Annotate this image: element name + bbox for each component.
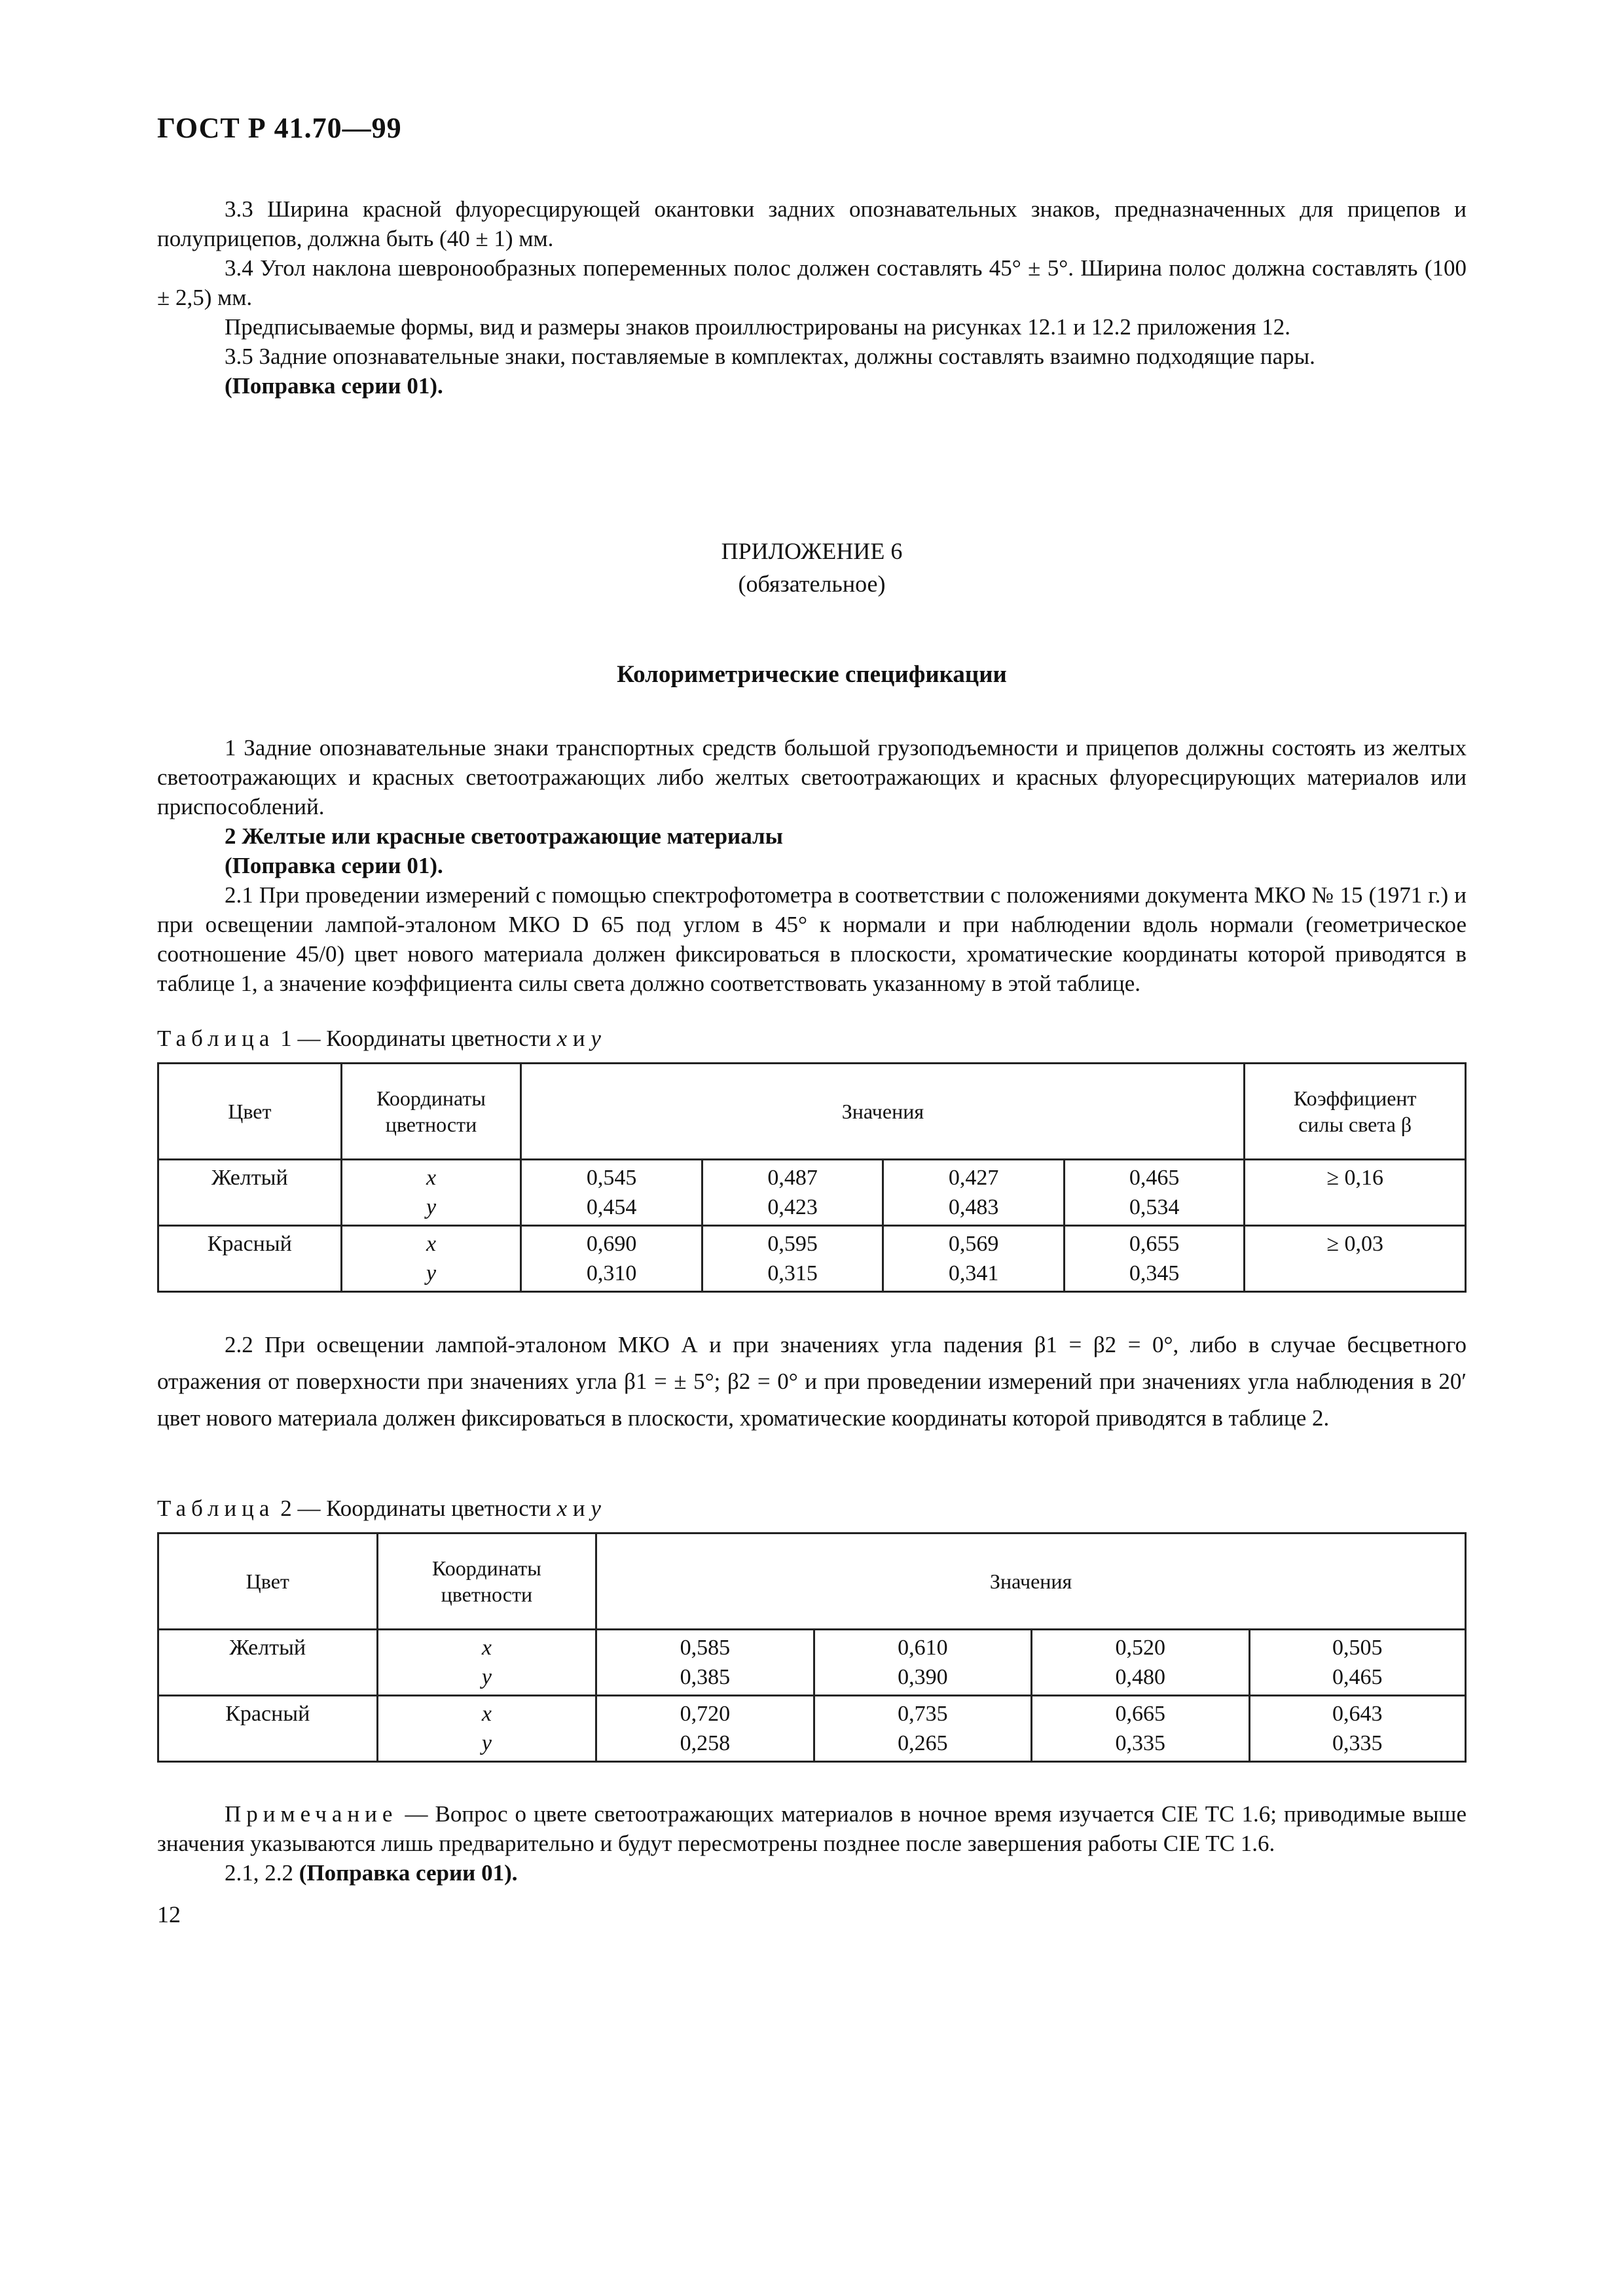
appendix-title: ПРИЛОЖЕНИЕ 6 xyxy=(721,538,903,564)
paragraph-3-4: 3.4 Угол наклона шевронообразных попеременных полос должен составлять 45° ± 5°. Ширина полос должна составлять (100 ± 2,5) мм. xyxy=(157,255,1467,310)
table1-caption: Таблица 1 — Координаты цветности x и y xyxy=(157,1026,601,1051)
paragraph-2-heading: 2 Желтые или красные светоотражающие материалы xyxy=(225,823,783,849)
paragraph-3-5: 3.5 Задние опознавательные знаки, поставляемые в комплектах, должны составлять взаимно подходящие пары. xyxy=(225,344,1315,369)
paragraph-forms: Предписываемые формы, вид и размеры знаков проиллюстрированы на рисунках 12.1 и 12.2 приложения 12. xyxy=(225,314,1291,340)
page-number: 12 xyxy=(157,1901,181,1928)
paragraph-2-2: 2.2 При освещении лампой-эталоном МКО А и при значениях угла падения β1 = β2 = 0°, либо в случае бесцветного отражения от поверхности при значениях угла β1 = ± 5°; β2 = 0° и при проведении измерений при значениях угла наблюдения в 20′ цвет нового материала должен фиксироваться в плоскости, хроматические координаты которой приводятся в таблице 2. xyxy=(157,1332,1467,1431)
paragraph-2-amendment: (Поправка серии 01). xyxy=(225,853,443,878)
paragraph-3-3: 3.3 Ширина красной флуоресцирующей окантовки задних опознавательных знаков, предназначенных для прицепов и полуприцепов, должна быть (40 ± 1) мм. xyxy=(157,196,1467,251)
document-header: ГОСТ Р 41.70—99 xyxy=(157,112,402,144)
table2-header-values: Значения xyxy=(596,1534,1466,1630)
table-row: Желтый x y 0,545 0,454 0,487 0,423 0,427 0,483 0,465 0,534 ≥ 0,16 xyxy=(158,1160,1466,1226)
section-title: Колориметрические спецификации xyxy=(617,661,1007,688)
table-row: Желтый x y 0,585 0,385 0,610 0,390 0,520 0,480 0,505 0,465 xyxy=(158,1630,1466,1696)
table1-header-coefficient: Коэффициент силы света β xyxy=(1245,1064,1466,1160)
amendment-note-bottom: 2.1, 2.2 (Поправка серии 01). xyxy=(225,1860,518,1886)
table2-header-color: Цвет xyxy=(158,1534,378,1630)
appendix-subtitle: (обязательное) xyxy=(738,571,886,597)
table-row: Красный x y 0,690 0,310 0,595 0,315 0,569 0,341 0,655 0,345 ≥ 0,03 xyxy=(158,1226,1466,1292)
table2-caption: Таблица 2 — Координаты цветности x и y xyxy=(157,1496,601,1521)
table2-header-coordinates: Координаты цветности xyxy=(377,1534,596,1630)
table1-header-values: Значения xyxy=(521,1064,1245,1160)
table-row: Красный x y 0,720 0,258 0,735 0,265 0,665 0,335 0,643 0,335 xyxy=(158,1696,1466,1762)
table1-header-coordinates: Координаты цветности xyxy=(341,1064,521,1160)
table-1 xyxy=(157,1062,1467,1293)
table1-header-color: Цвет xyxy=(158,1064,342,1160)
table-2 xyxy=(157,1532,1467,1763)
paragraph-1: 1 Задние опознавательные знаки транспортных средств большой грузоподъемности и прицепов должны состоять из желтых светоотражающих и красных светоотражающих либо желтых светоотражающих и красных флуоресцирующих материалов или приспособлений. xyxy=(157,735,1467,819)
document-page xyxy=(157,111,1467,1928)
paragraph-2-1: 2.1 При проведении измерений с помощью спектрофотометра в соответствии с положениями документа МКО № 15 (1971 г.) и при освещении лампой-эталоном МКО D 65 под углом в 45° к нормали и при наблюдении вдоль нормали (геометрическое соотношение 45/0) цвет нового материала должен фиксироваться в плоскости, хроматические координаты которой приводятся в таблице 1, а значение коэффициента силы света должно соответствовать указанному в этой таблице. xyxy=(157,882,1467,996)
amendment-note-top: (Поправка серии 01). xyxy=(225,373,443,399)
note: Примечание — Вопрос о цвете светоотражающих материалов в ночное время изучается CIE TC 1.6; приводимые выше значения указываются лишь предварительно и будут пересмотрены позднее после завершения работы CIE TC 1.6. xyxy=(157,1801,1467,1856)
